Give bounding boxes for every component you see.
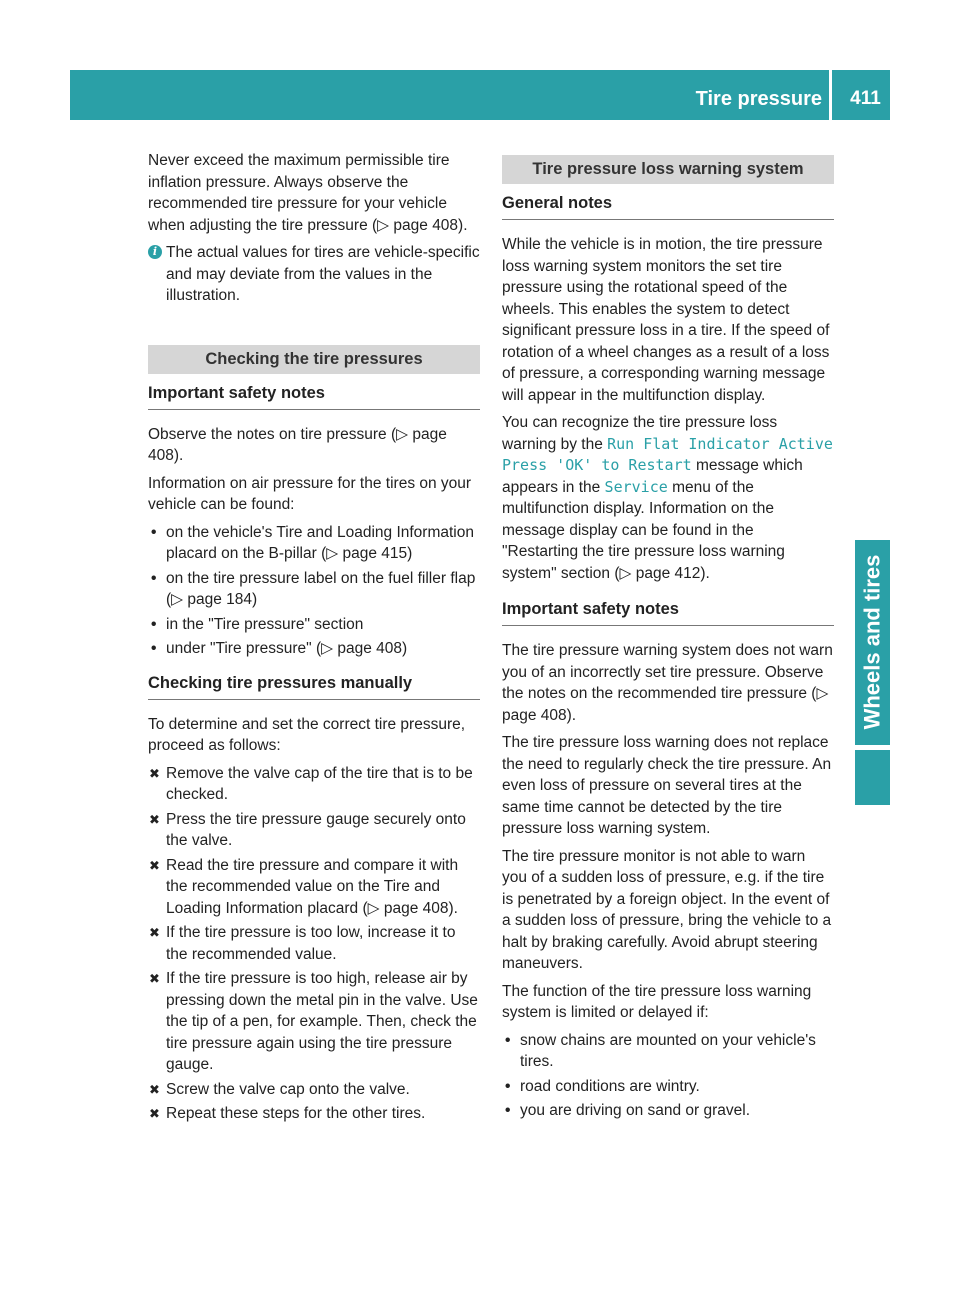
info-note bbox=[148, 242, 480, 307]
general-paragraph-1: While the vehicle is in motion, the tire pressure loss warning system monitors the set tire pressure using the rotational speed of the wheels. This enables the system to detect significant pressure loss in a tire. If the speed of rotation of a wheel changes as a result of a loss of pressure, a corresponding warning message will appear in the multifunction display. bbox=[502, 236, 830, 404]
right-column bbox=[502, 150, 834, 1125]
section-tab-label: Wheels and tires bbox=[859, 554, 885, 730]
subheading-general: General notes bbox=[502, 184, 834, 220]
arrow-icon: ✖ bbox=[149, 925, 160, 940]
list-item: • in the "Tire pressure" section bbox=[151, 615, 364, 633]
list-item: • on the tire pressure label on the fuel filler flap (▷ page 184) bbox=[151, 569, 476, 608]
header-separator bbox=[829, 70, 832, 120]
step-item: ✖ Press the tire pressure gauge securely onto the valve. bbox=[149, 810, 466, 849]
step-item: ✖ If the tire pressure is too high, release air by pressing down the metal pin in the valve. Use the tip of a pen, for example. Then, check the tire pressure again using the tire pressure gauge. bbox=[149, 970, 478, 1073]
list-item: • snow chains are mounted on your vehicle's tires. bbox=[505, 1031, 816, 1070]
safety-paragraph-r2: The tire pressure loss warning does not replace the need to regularly check the tire pressure. An even loss of pressure on several tires at the same time cannot be detected by the tire pressure loss warning system. bbox=[502, 734, 832, 837]
safety-paragraph-r1: The tire pressure warning system does not warn you of an incorrectly set tire pressure. Observe the notes on the recommended tire pressure (▷ page 408). bbox=[502, 642, 833, 724]
list-item: • under "Tire pressure" (▷ page 408) bbox=[151, 640, 408, 657]
safety-paragraph-1: Observe the notes on tire pressure (▷ page 408). bbox=[148, 425, 447, 464]
arrow-icon: ✖ bbox=[149, 971, 160, 986]
page-number: 411 bbox=[850, 88, 881, 109]
step-item: ✖ Screw the valve cap onto the valve. bbox=[148, 1079, 480, 1101]
arrow-icon: ✖ bbox=[149, 1106, 160, 1121]
arrow-icon: ✖ bbox=[149, 765, 160, 781]
arrow-icon: ✖ bbox=[149, 811, 160, 827]
arrow-icon: ✖ bbox=[149, 857, 160, 873]
display-message: Run Flat Indicator Active Press 'OK' to Restart bbox=[502, 434, 833, 474]
manual-intro: To determine and set the correct tire pressure, proceed as follows: bbox=[148, 715, 466, 754]
intro-paragraph: Never exceed the maximum permissible tire inflation pressure. Always observe the recommended tire pressure for your vehicle when adjusting the tire pressure (▷ page 408). bbox=[148, 152, 468, 234]
step-item: ✖ If the tire pressure is too low, increase it to the recommended value. bbox=[149, 924, 456, 963]
subheading-safety-right: Important safety notes bbox=[502, 590, 834, 626]
left-column bbox=[148, 150, 480, 1128]
safety-paragraph-r3: The tire pressure monitor is not able to warn you of a sudden loss of pressure, e.g. if the tire is penetrated by a foreign object. In the event of a sudden loss of pressure, bring the vehicle to a halt by braking carefully. Avoid abrupt steering maneuvers. bbox=[502, 847, 832, 972]
subheading-manual: Checking tire pressures manually bbox=[148, 664, 480, 700]
info-note-text: The actual values for tires are vehicle-specific and may deviate from the values in the illustration. bbox=[166, 244, 480, 304]
step-item: ✖ Repeat these steps for the other tires. bbox=[148, 1103, 480, 1125]
step-item: ✖ Read the tire pressure and compare it with the recommended value on the Tire and Loading Information placard (▷ page 408). bbox=[149, 856, 459, 917]
general-paragraph-2: You can recognize the tire pressure loss warning by the Run Flat Indicator Active Press 'OK' to Restart message which appears in the Service menu of the multifunction display. Information on the message display can be found in the "Restarting the tire pressure loss warning system" section (▷ page 412). bbox=[502, 414, 833, 582]
arrow-icon: ✖ bbox=[149, 1081, 160, 1097]
list-item: • on the vehicle's Tire and Loading Information placard on the B-pillar (▷ page 415) bbox=[151, 523, 474, 562]
list-item: • you are driving on sand or gravel. bbox=[505, 1102, 751, 1119]
safety-paragraph-2: Information on air pressure for the tires on your vehicle can be found: bbox=[148, 474, 472, 513]
service-menu-name: Service bbox=[604, 477, 668, 496]
safety-paragraph-r4: The function of the tire pressure loss warning system is limited or delayed if: bbox=[502, 982, 812, 1021]
info-icon: i bbox=[148, 245, 162, 259]
chapter-title: Tire pressure bbox=[695, 88, 822, 110]
step-item: ✖ Remove the valve cap of the tire that is to be checked. bbox=[149, 764, 473, 803]
section-heading-loss-warning: Tire pressure loss warning system bbox=[502, 155, 834, 184]
section-heading-checking: Checking the tire pressures bbox=[148, 345, 480, 374]
list-item: • road conditions are wintry. bbox=[505, 1077, 700, 1095]
subheading-safety: Important safety notes bbox=[148, 374, 480, 410]
section-tab-marker bbox=[855, 750, 890, 805]
